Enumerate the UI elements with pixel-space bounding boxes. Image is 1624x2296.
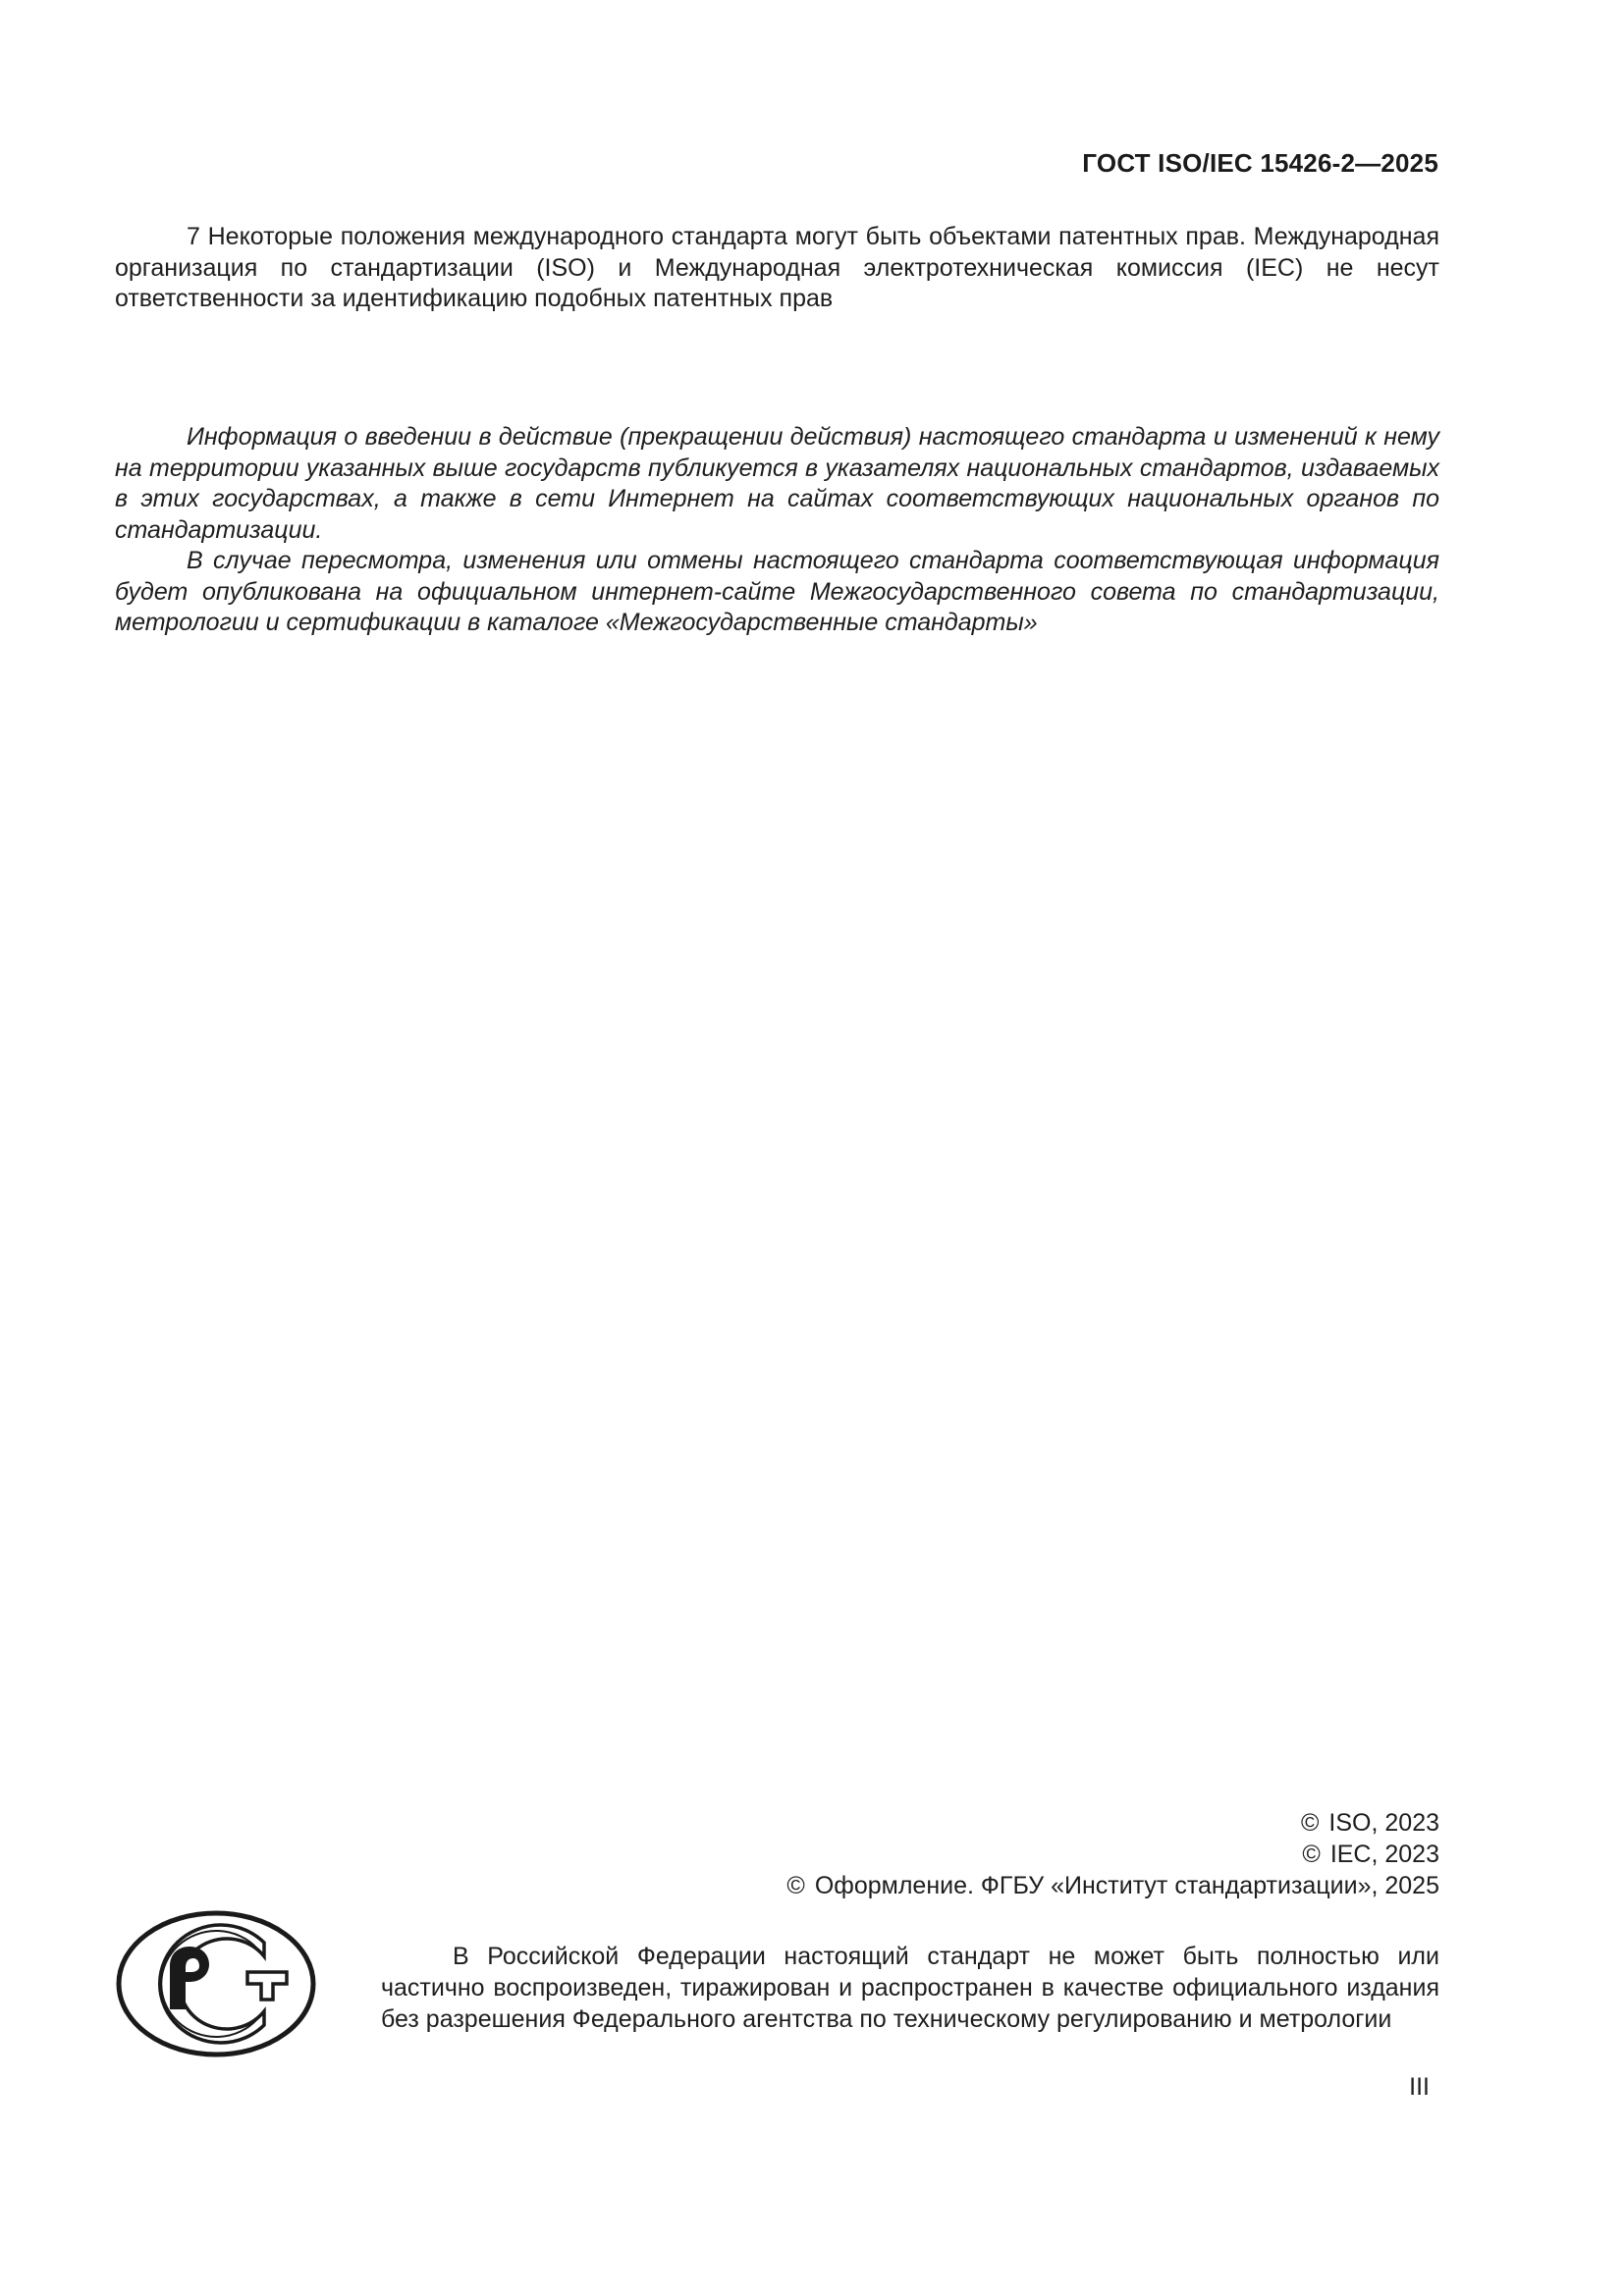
rights-notice-text: В Российской Федерации настоящий стандарт не может быть полностью или частично воспроизведен, тиражирован и распространен в качестве официального издания без разрешения Федерального агентства по техническому регулированию и метрологии <box>381 1943 1439 2033</box>
copyright-iso: © ISO, 2023 <box>1301 1809 1439 1837</box>
page-number: III <box>1409 2073 1430 2101</box>
copyright-icon: © <box>1301 1809 1320 1837</box>
publication-info-section <box>115 422 1439 639</box>
patent-note-paragraph: 7 Некоторые положения международного стандарта могут быть объектами патентных прав. Международная организация по стандартизации (ISO) и Международная электротехническая комиссия (IEC) не несут ответственности за идентификацию подобных патентных прав <box>115 223 1439 312</box>
document-code-header: ГОСТ ISO/IEC 15426-2—2025 <box>1082 148 1438 178</box>
rights-notice <box>381 1941 1439 2035</box>
copyright-icon: © <box>786 1872 805 1899</box>
copyright-layout: © Оформление. ФГБУ «Институт стандартизации», 2025 <box>786 1872 1439 1899</box>
copyright-iec: © IEC, 2023 <box>1302 1841 1439 1868</box>
info-paragraph-revision: В случае пересмотра, изменения или отмены настоящего стандарта соответствующая информация будет опубликована на официальном интернет-сайте Межгосударственного совета по стандартизации, метрологии и сертификации в каталоге «Межгосударственные стандарты» <box>115 547 1439 636</box>
copyright-icon: © <box>1302 1841 1321 1868</box>
gost-r-logo-icon <box>115 1909 317 2058</box>
copyright-block <box>786 1807 1439 1901</box>
info-paragraph-enactment: Информация о введении в действие (прекращении действия) настоящего стандарта и изменений к нему на территории указанных выше государств публикуется в указателях национальных стандартов, издаваемых в этих государствах, а также в сети Интернет на сайтах соответствующих национальных органов по стандартизации. <box>115 423 1439 544</box>
patent-note-section <box>115 222 1439 315</box>
